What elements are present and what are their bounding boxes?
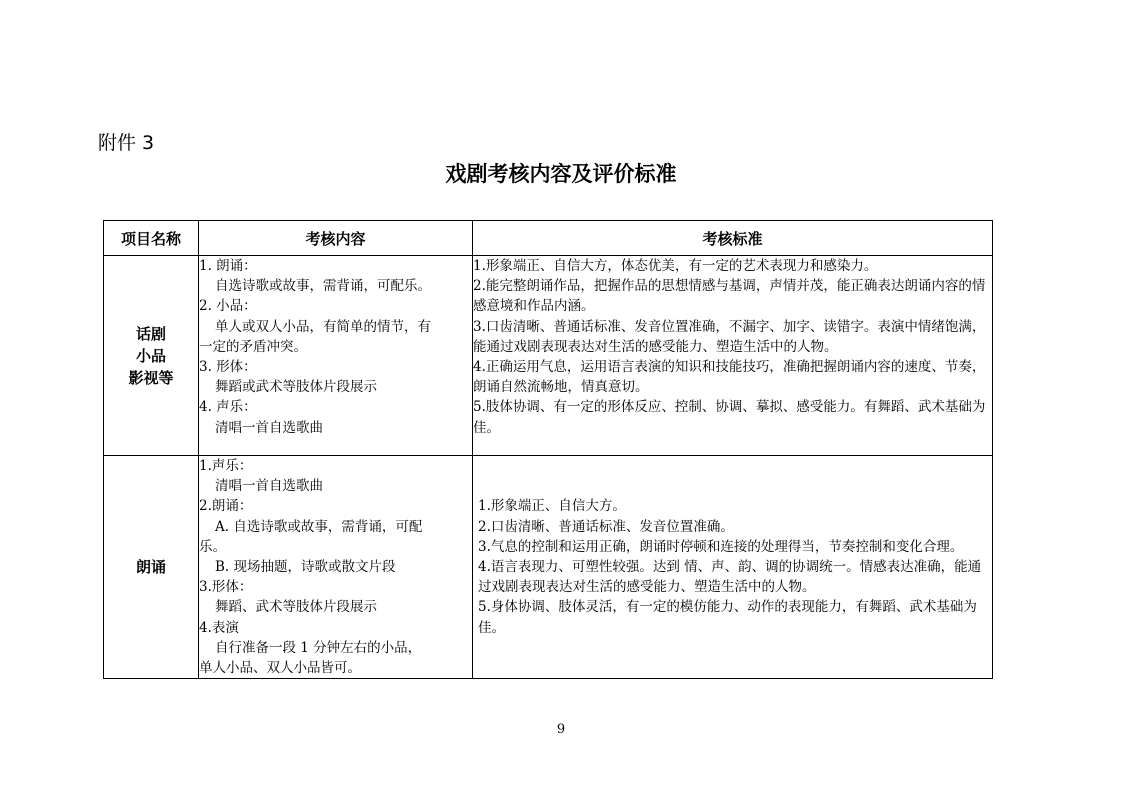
header-criteria: 考核标准 — [473, 221, 993, 256]
content-line: 2. 小品： — [199, 298, 257, 315]
content-line: 3.形体： — [199, 579, 253, 596]
content-line: 4.表演 — [199, 619, 239, 636]
content-line: 单人或双人小品，有简单的情节，有 — [215, 318, 431, 335]
content-line: 4. 声乐： — [199, 399, 257, 416]
project-name-cell — [104, 256, 199, 456]
content-line: B. 现场抽题，诗歌或散文片段 — [215, 559, 396, 576]
criteria-cell — [473, 456, 993, 679]
criteria-cell — [473, 256, 993, 456]
header-content: 考核内容 — [199, 221, 473, 256]
attachment-label: 附件 3 — [98, 132, 155, 154]
content-line: 舞蹈、武术等肢体片段展示 — [215, 599, 377, 616]
table-row-recitation — [104, 456, 993, 679]
project-name-line: 话剧 — [135, 324, 166, 343]
criteria-item: 5.肢体协调、有一定的形体反应、控制、协调、摹拟、感受能力。有舞蹈、武术基础为佳。 — [473, 399, 986, 436]
content-line: 1.声乐： — [199, 458, 253, 474]
content-line: 清唱一首自选歌曲 — [215, 478, 323, 495]
project-name-line: 朗诵 — [135, 558, 166, 577]
criteria-item: 3.口齿清晰、普通话标准、发音位置准确，不漏字、加字、读错字。表演中情绪饱满，能通过戏剧表现表达对生活的感受能力、塑造生活中的人物。 — [473, 318, 986, 355]
content-line: 单人小品、双人小品皆可。 — [199, 660, 361, 677]
criteria-item: 3.气息的控制和运用正确，朗诵时停顿和连接的处理得当，节奏控制和变化合理。 — [478, 538, 964, 555]
content-line: 清唱一首自选歌曲 — [215, 419, 323, 436]
content-line: A. 自选诗歌或故事，需背诵，可配 — [215, 518, 423, 535]
criteria-table — [103, 220, 993, 679]
content-cell — [199, 256, 473, 456]
header-project-name: 项目名称 — [104, 221, 199, 256]
table-row-drama — [104, 256, 993, 456]
criteria-item: 4.语言表现力、可塑性较强。达到 情、声、韵、调的协调统一。情感表达准确，能通过戏剧表现表达对生活的感受能力、塑造生活中的人物。 — [478, 559, 982, 596]
content-line: 3. 形体： — [199, 359, 257, 376]
project-name-line: 影视等 — [128, 368, 174, 387]
project-name-line: 小品 — [135, 346, 166, 365]
content-line: 舞蹈或武术等肢体片段展示 — [215, 379, 377, 396]
page-number: 9 — [556, 722, 566, 737]
content-line: 一定的矛盾冲突。 — [199, 338, 307, 355]
content-line: 2.朗诵： — [199, 498, 253, 515]
criteria-item: 4.正确运用气息，运用语言表演的知识和技能技巧，准确把握朗诵内容的速度、节奏，朗诵自然流畅地，情真意切。 — [473, 359, 986, 396]
content-line: 自选诗歌或故事，需背诵，可配乐。 — [215, 278, 431, 295]
criteria-item: 1.形象端正、自信大方。 — [478, 498, 626, 515]
content-cell — [199, 456, 473, 679]
criteria-item: 5.身体协调、肢体灵活，有一定的模仿能力、动作的表现能力，有舞蹈、武术基础为佳。 — [478, 599, 977, 636]
table-header-row — [104, 221, 993, 256]
criteria-item: 1.形象端正、自信大方，体态优美，有一定的艺术表现力和感染力。 — [473, 258, 878, 274]
content-line: 1. 朗诵： — [199, 258, 257, 274]
criteria-item: 2.能完整朗诵作品，把握作品的思想情感与基调，声情并茂，能正确表达朗诵内容的情感意境和作品内涵。 — [473, 278, 986, 315]
project-name-cell — [104, 456, 199, 679]
content-line: 自行准备一段 1 分钟左右的小品， — [215, 639, 422, 656]
page-title: 戏剧考核内容及评价标准 — [445, 162, 677, 186]
content-line: 乐。 — [199, 538, 226, 555]
criteria-item: 2.口齿清晰、普通话标准、发音位置准确。 — [478, 518, 734, 535]
